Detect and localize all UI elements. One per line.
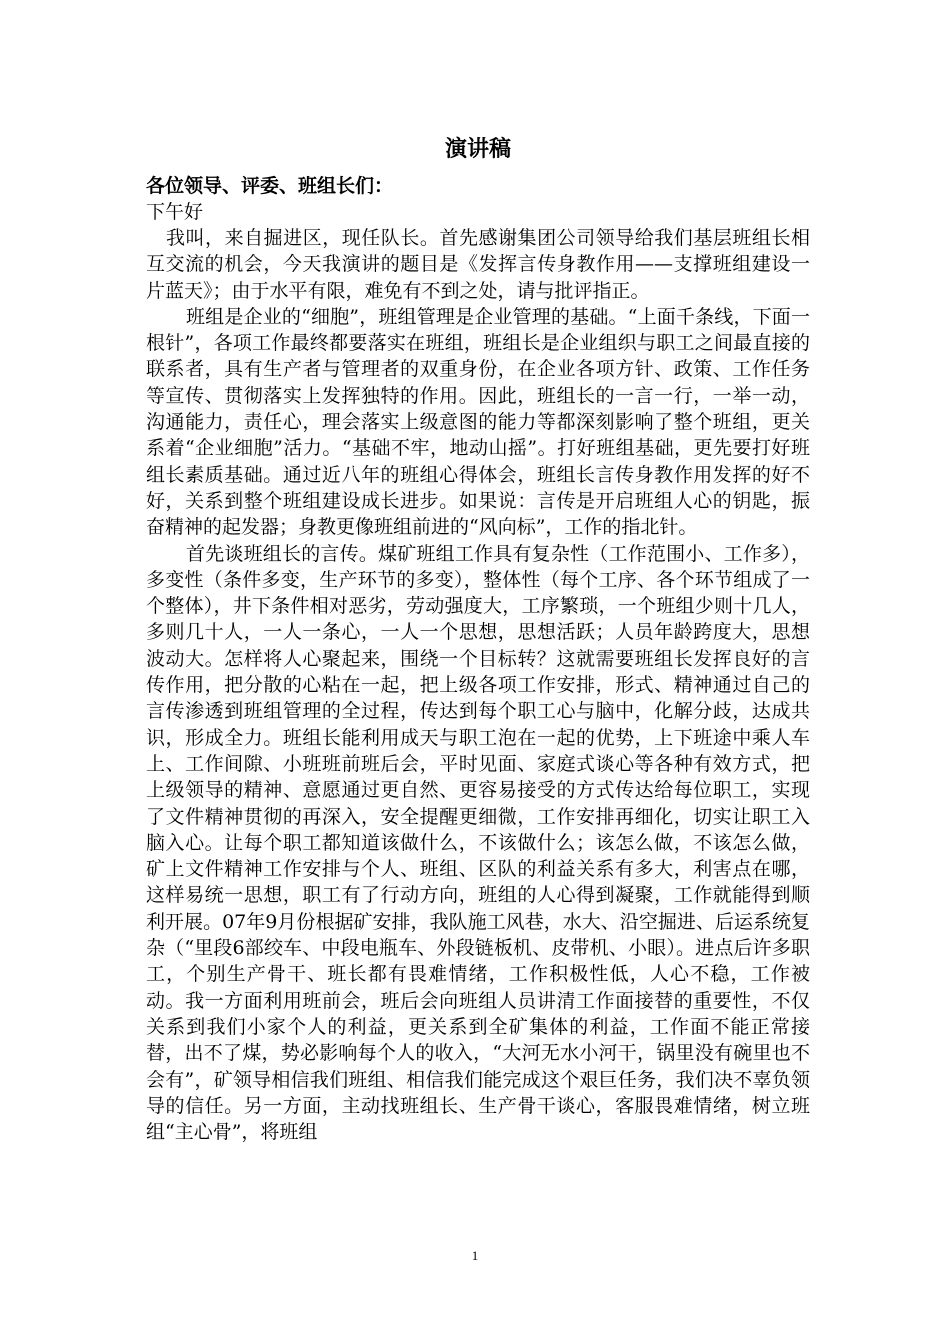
paragraph-intro: 我叫，来自掘进区，现任队长。首先感谢集团公司领导给我们基层班组长相互交流的机会，今天我演讲的题目是《发挥言传身教作用——支撑班组建设一片蓝天》；由于水平有限，难免有不到之处，请与批评指正。 <box>146 227 810 302</box>
paragraph-verbal-teaching: 首先谈班组长的言传。煤矿班组工作具有复杂性（工作范围小、工作多），多变性（条件多变，生产环节的多变），整体性（每个工序、各个环节组成了一个整体），井下条件相对恶劣，劳动强度大，工序繁琐，一个班组少则十几人，多则几十人，一人一条心，一人一个思想，思想活跃；人员年龄跨度大，思想波动大。怎样将人心聚起来，围绕一个目标转？这就需要班组长发挥良好的言传作用，把分散的心粘在一起，把上级各项工作安排，形式、精神通过自己的言传渗透到班组管理的全过程，传达到每个职工心与脑中，化解分歧，达成共识，形成全力。班组长能利用成天与职工泡在一起的优势，上下班途中乘人车上、工作间隙、小班班前班后会，平时见面、家庭式谈心等各种有效方式，把上级领导的精神、意愿通过更自然、更容易接受的方式传达给每位职工，实现了文件精神贯彻的再深入，安全提醒更细微，工作安排再细化，切实让职工入脑入心。让每个职工都知道该做什么，不该做什么；该怎么做，不该怎么做，矿上文件精神工作安排与个人、班组、区队的利益关系有多大，利害点在哪，这样易统一思想，职工有了行动方向，班组的人心得到凝聚，工作就能得到顺利开展。07年9月份根据矿安排，我队施工风巷，水大、沿空掘进、后运系统复杂（“里段6部绞车、中段电瓶车、外段链板机、皮带机、小眼）。进点后许多职工，个别生产骨干、班长都有畏难情绪，工作积极性低，人心不稳，工作被动。我一方面利用班前会，班后会向班组人员讲清工作面接替的重要性，不仅关系到我们小家个人的利益，更关系到全矿集体的利益，工作面不能正常接替，出不了煤，势必影响每个人的收入，“大河无水小河干，锅里没有碗里也不会有”，矿领导相信我们班组、相信我们能完成这个艰巨任务，我们决不辜负领导的信任。另一方面，主动找班组长、生产骨干谈心，客服畏难情绪，树立班组“主心骨”，将班组 <box>146 542 810 1144</box>
greeting: 下午好 <box>146 201 204 223</box>
document-title: 演讲稿 <box>444 137 511 162</box>
document-body <box>146 135 810 1145</box>
paragraph-team-basics: 班组是企业的“细胞”，班组管理是企业管理的基础。“上面千条线，下面一根针”，各项工作最终都要落实在班组，班组长是企业组织与职工之间最直接的联系者，具有生产者与管理者的双重身份，在企业各项方针、政策、工作任务等宣传、贯彻落实上发挥独特的作用。因此，班组长的一言一行，一举一动，沟通能力，责任心，理会落实上级意图的能力等都深刻影响了整个班组，更关系着“企业细胞”活力。“基础不牢，地动山摇”。打好班组基础，更先要打好班组长素质基础。通过近八年的班组心得体会，班组长言传身教作用发挥的好不好，关系到整个班组建设成长进步。如果说：言传是开启班组人心的钥匙，振奋精神的起发器；身教更像班组前进的“风向标”，工作的指北针。 <box>146 305 810 539</box>
page-number: 1 <box>471 1248 479 1263</box>
salutation: 各位领导、评委、班组长们： <box>146 175 394 197</box>
